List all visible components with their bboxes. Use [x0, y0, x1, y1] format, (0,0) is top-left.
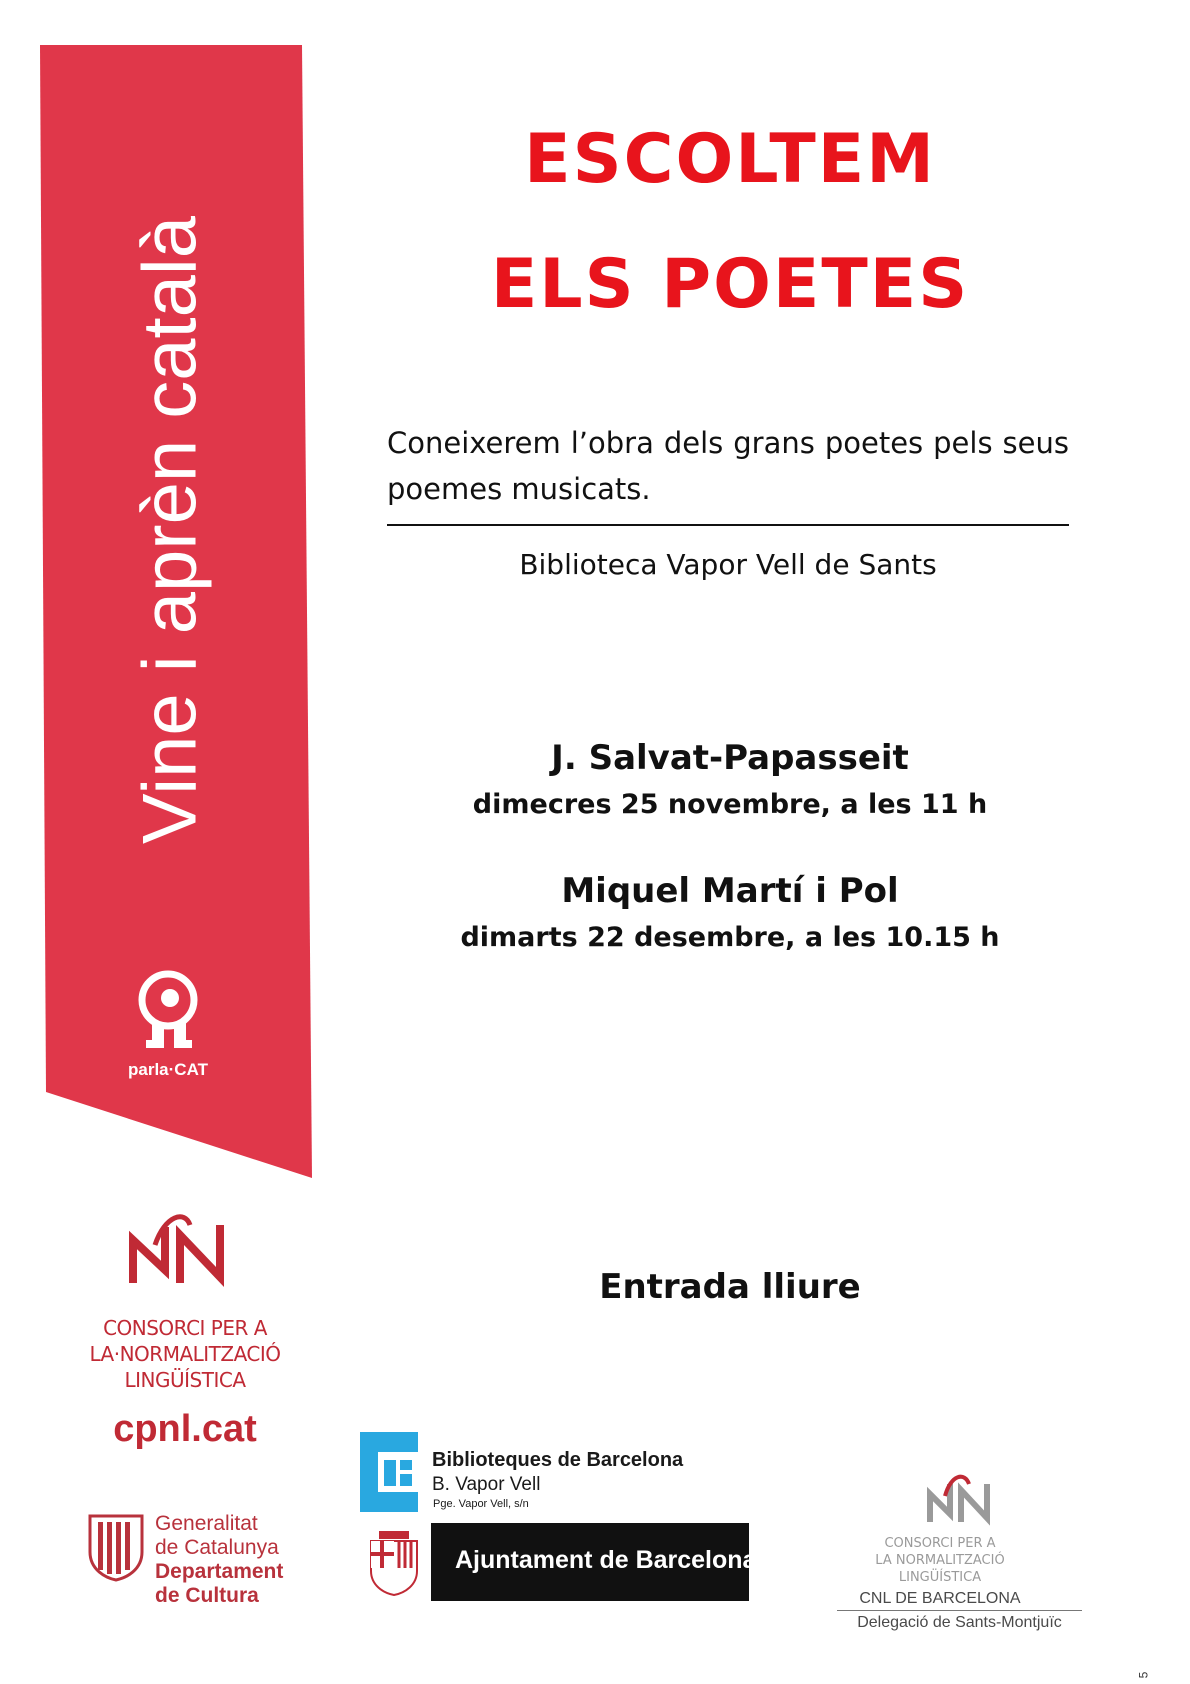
cnl-logo-icon	[925, 1470, 995, 1530]
biblioteques-title: Biblioteques de Barcelona	[432, 1449, 684, 1471]
cnl-org-name: CONSORCI PER A LA NORMALITZACIÓ LINGÜÍSTICA	[875, 1536, 1005, 1585]
venue-label: Biblioteca Vapor Vell de Sants	[519, 548, 937, 581]
session-2-poet: Miquel Martí i Pol	[561, 871, 899, 911]
biblioteques-branch: B. Vapor Vell	[432, 1474, 541, 1495]
page-number: 5	[1136, 1671, 1151, 1679]
title-line-1: ESCOLTEM	[524, 120, 936, 199]
parlacat-logo-label: parla·CAT	[128, 1060, 208, 1079]
biblioteques-icon	[378, 1452, 418, 1492]
banner-slogan: Vine i aprèn català	[127, 215, 213, 845]
intro-text: Coneixerem l’obra dels grans poetes pels seus poemes musicats.	[387, 426, 1069, 506]
generalitat-shield-icon	[86, 1512, 146, 1582]
entry-label: Entrada lliure	[599, 1267, 861, 1307]
title-line-2: ELS POETES	[490, 245, 970, 324]
generalitat-label: Generalitat de Catalunya Departament de Cultura	[155, 1512, 284, 1607]
biblioteques-address: Pge. Vapor Vell, s/n	[433, 1498, 529, 1510]
divider	[387, 524, 1069, 526]
session-2-date: dimarts 22 desembre, a les 10.15 h	[460, 922, 1000, 953]
session-1-date: dimecres 25 novembre, a les 11 h	[472, 789, 988, 820]
cnl-barcelona-label: CNL DE BARCELONA	[859, 1590, 1021, 1607]
barcelona-shield-icon	[357, 1523, 431, 1601]
cnl-divider	[837, 1610, 1082, 1611]
session-1-poet: J. Salvat-Papasseit	[551, 738, 909, 778]
cpnl-logo-icon	[125, 1205, 245, 1295]
cpnl-website: cpnl.cat	[113, 1408, 257, 1450]
cnl-delegation-label: Delegació de Sants-Montjuïc	[857, 1614, 1062, 1631]
cpnl-org-name: CONSORCI PER A LA·NORMALITZACIÓ LINGÜÍSTICA	[89, 1316, 281, 1392]
ajuntament-label: Ajuntament de Barcelona	[455, 1546, 757, 1574]
